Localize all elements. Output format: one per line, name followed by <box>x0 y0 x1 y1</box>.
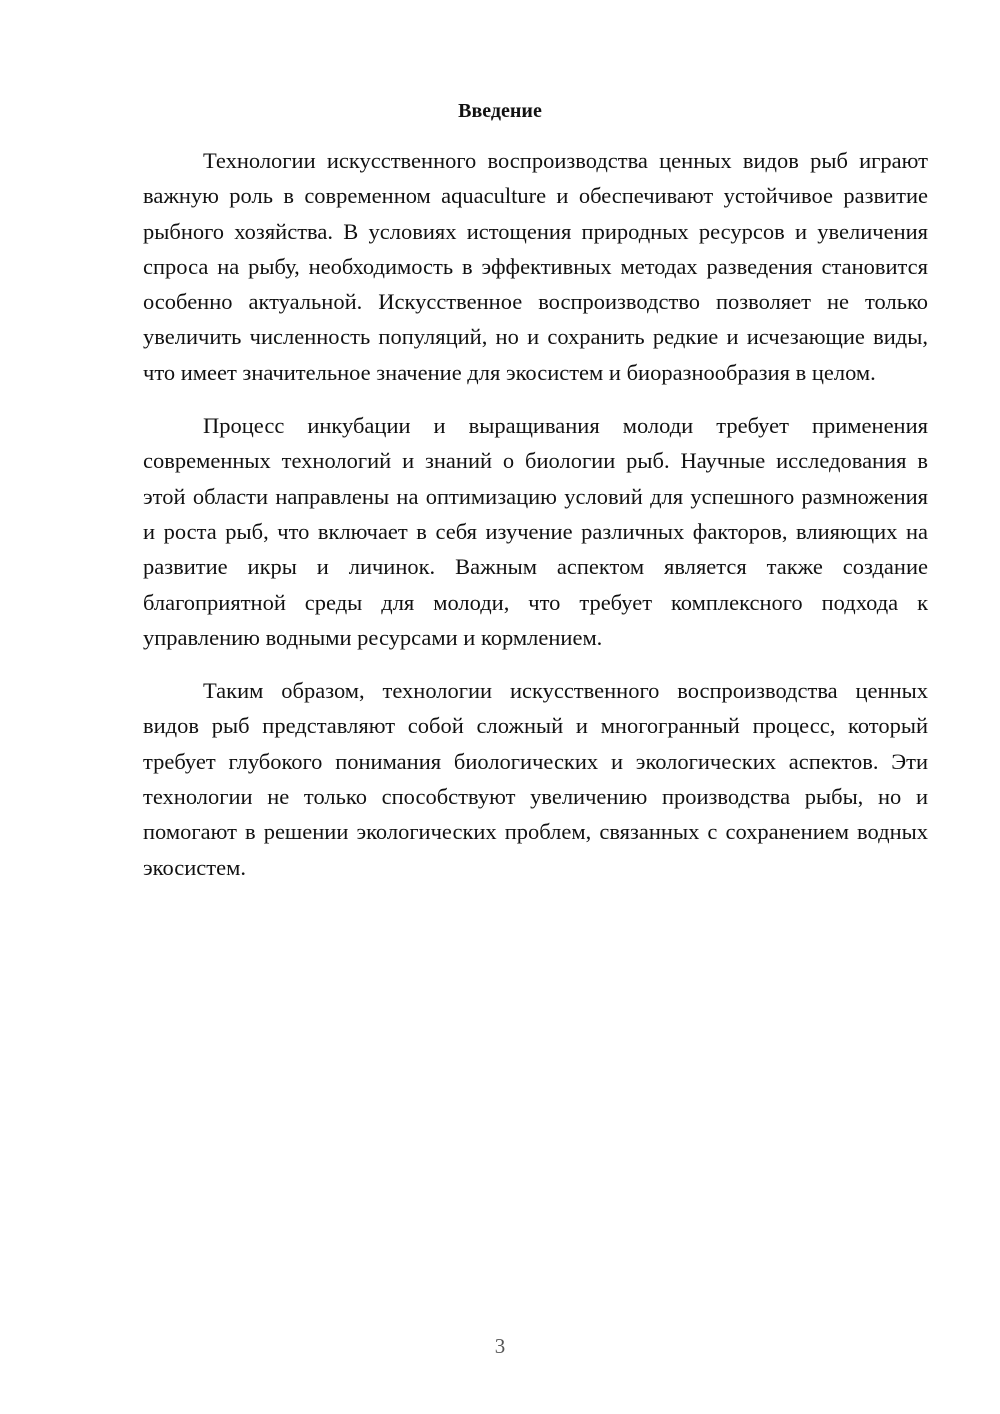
page-number: 3 <box>494 1334 506 1358</box>
paragraph-2: Процесс инкубации и выращивания молоди требует применения современных технологий и знаний о биологии рыб. Научные исследования в этой области направлены на оптимизацию условий для успешного размножения и роста рыб, что включает в себя изучение различных факторов, влияющих на развитие икры и личинок. Важным аспектом является также создание благоприятной среды для молоди, что требует комплексного подхода к управлению водными ресурсами и кормлением. <box>143 413 928 650</box>
paragraph-3: Таким образом, технологии искусственного воспроизводства ценных видов рыб представляют собой сложный и многогранный процесс, который требует глубокого понимания биологических и экологических аспектов. Эти технологии не только способствуют увеличению производства рыбы, но и помогают в решении экологических проблем, связанных с сохранением водных экосистем. <box>143 678 928 880</box>
section-heading: Введение <box>458 100 542 122</box>
document-body <box>143 143 928 903</box>
paragraph-1: Технологии искусственного воспроизводства ценных видов рыб играют важную роль в современном aquaculture и обеспечивают устойчивое развитие рыбного хозяйства. В условиях истощения природных ресурсов и увеличения спроса на рыбу, необходимость в эффективных методах разведения становится особенно актуальной. Искусственное воспроизводство позволяет не только увеличить численность популяций, но и сохранить редкие и исчезающие виды, что имеет значительное значение для экосистем и биоразнообразия в целом. <box>143 148 928 385</box>
